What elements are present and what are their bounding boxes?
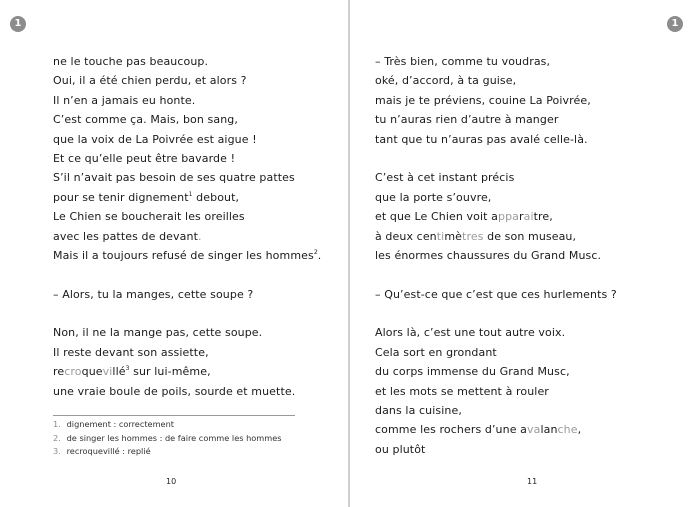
text-segment: que [81,365,103,379]
text-segment: ou plutôt [375,442,426,456]
text-line [375,246,700,265]
text-segment: re [53,365,65,379]
text-segment: Alors là, c’est une tout autre voix. [375,326,566,340]
text-segment: dans la cuisine, [375,404,462,418]
text-line [375,382,700,401]
highlighted-syllable: ai [523,210,534,224]
highlighted-syllable: cro [64,365,82,379]
text-segment: S’il n’avait pas besoin de ses quatre pattes [53,171,295,185]
text-segment: Non, il ne la mange pas, cette soupe. [53,326,263,340]
text-segment: avec les pattes de devant [53,229,198,243]
text-line [375,401,700,420]
page-number: 11 [527,477,538,486]
text-segment: C’est à cet instant précis [375,171,515,185]
stanza-break [375,149,700,168]
text-line [375,227,700,246]
footnote-marker: 2 [313,248,318,256]
footnote-text: recroquevillé : replié [66,446,151,456]
text-segment: que la voix de La Poivrée est aigue ! [53,132,257,146]
page-corner-badge: 1 [667,16,683,32]
text-line [375,207,700,226]
stanza-break [375,265,700,284]
text-segment: llé [112,365,126,379]
text-segment: Cela sort en grondant [375,345,497,359]
highlighted-syllable: che [557,423,578,437]
text-segment: que la porte s’ouvre, [375,190,492,204]
text-segment: C’est comme ça. Mais, bon sang, [53,113,238,127]
text-line [375,52,700,71]
right-page [351,0,700,507]
text-segment: tant que tu n’auras pas avalé celle-là. [375,132,588,146]
footnote-number: 3. [53,446,61,456]
text-segment: et que Le Chien voit a [375,210,498,224]
footnote-number: 1. [53,419,61,429]
right-page-text [375,52,700,459]
highlighted-syllable: ti [436,229,445,243]
footnote-marker: 1 [188,190,193,198]
text-segment: , [577,423,582,437]
text-segment: et les mots se mettent à rouler [375,384,549,398]
text-line [375,168,700,187]
text-segment: Mais il a toujours refusé de singer les hommes [53,248,314,262]
text-segment: oké, d’accord, à ta guise, [375,74,517,88]
highlighted-syllable: va [527,423,541,437]
highlighted-syllable: tres [462,229,484,243]
text-line [375,420,700,439]
text-segment: de son museau, [483,229,577,243]
highlighted-syllable: . [198,229,202,243]
text-line [375,440,700,459]
text-line [375,323,700,342]
text-segment: ne le touche pas beaucoup. [53,55,209,68]
text-segment: Il n’en a jamais eu honte. [53,93,196,107]
text-segment: – Qu’est-ce que c’est que ces hurlements ? [375,287,617,301]
highlighted-syllable: vi [102,365,113,379]
footnote [53,418,282,432]
page-corner-badge: 1 [10,16,26,32]
text-segment: pour se tenir dignement [53,190,189,204]
text-segment: tre, [533,210,553,224]
footnote [53,432,282,446]
text-segment: Le Chien se boucherait les oreilles [53,210,245,224]
text-line [375,343,700,362]
text-segment: mè [444,229,463,243]
text-segment: les énormes chaussures du Grand Musc. [375,248,602,262]
text-line [375,188,700,207]
text-segment: comme les rochers d’une a [375,423,527,437]
text-segment: sur lui-même, [129,365,211,379]
text-line [375,130,700,149]
highlighted-syllable: ppa [498,210,520,224]
text-segment: r [519,210,524,224]
text-segment: lan [540,423,558,437]
book-gutter [348,0,350,507]
text-segment: tu n’auras rien d’autre à manger [375,113,559,127]
text-segment: debout, [192,190,240,204]
footnote [53,445,282,459]
text-segment: mais je te préviens, couine La Poivrée, [375,93,591,107]
footnote-marker: 3 [125,365,130,373]
footnotes [53,418,282,459]
left-page [0,0,349,507]
text-line [375,285,700,304]
text-segment: – Alors, tu la manges, cette soupe ? [53,287,254,301]
page-number: 10 [166,477,177,486]
text-segment: du corps immense du Grand Musc, [375,365,570,379]
text-line [375,110,700,129]
text-line [375,91,700,110]
text-line [375,362,700,381]
stanza-break [375,304,700,323]
text-segment: à deux cen [375,229,437,243]
text-segment: Oui, il a été chien perdu, et alors ? [53,74,247,88]
footnote-number: 2. [53,432,61,443]
text-segment: Il reste devant son assiette, [53,345,209,359]
footnote-rule [53,415,295,416]
text-segment: – Très bien, comme tu voudras, [375,55,551,68]
text-line [375,71,700,90]
footnote-text: dignement : correctement [66,419,174,429]
footnote-text: de singer les hommes : de faire comme les hommes [66,432,282,443]
text-segment: . [317,248,322,262]
text-segment: une vraie boule de poils, sourde et muette. [53,384,296,398]
text-segment: Et ce qu’elle peut être bavarde ! [53,151,236,165]
